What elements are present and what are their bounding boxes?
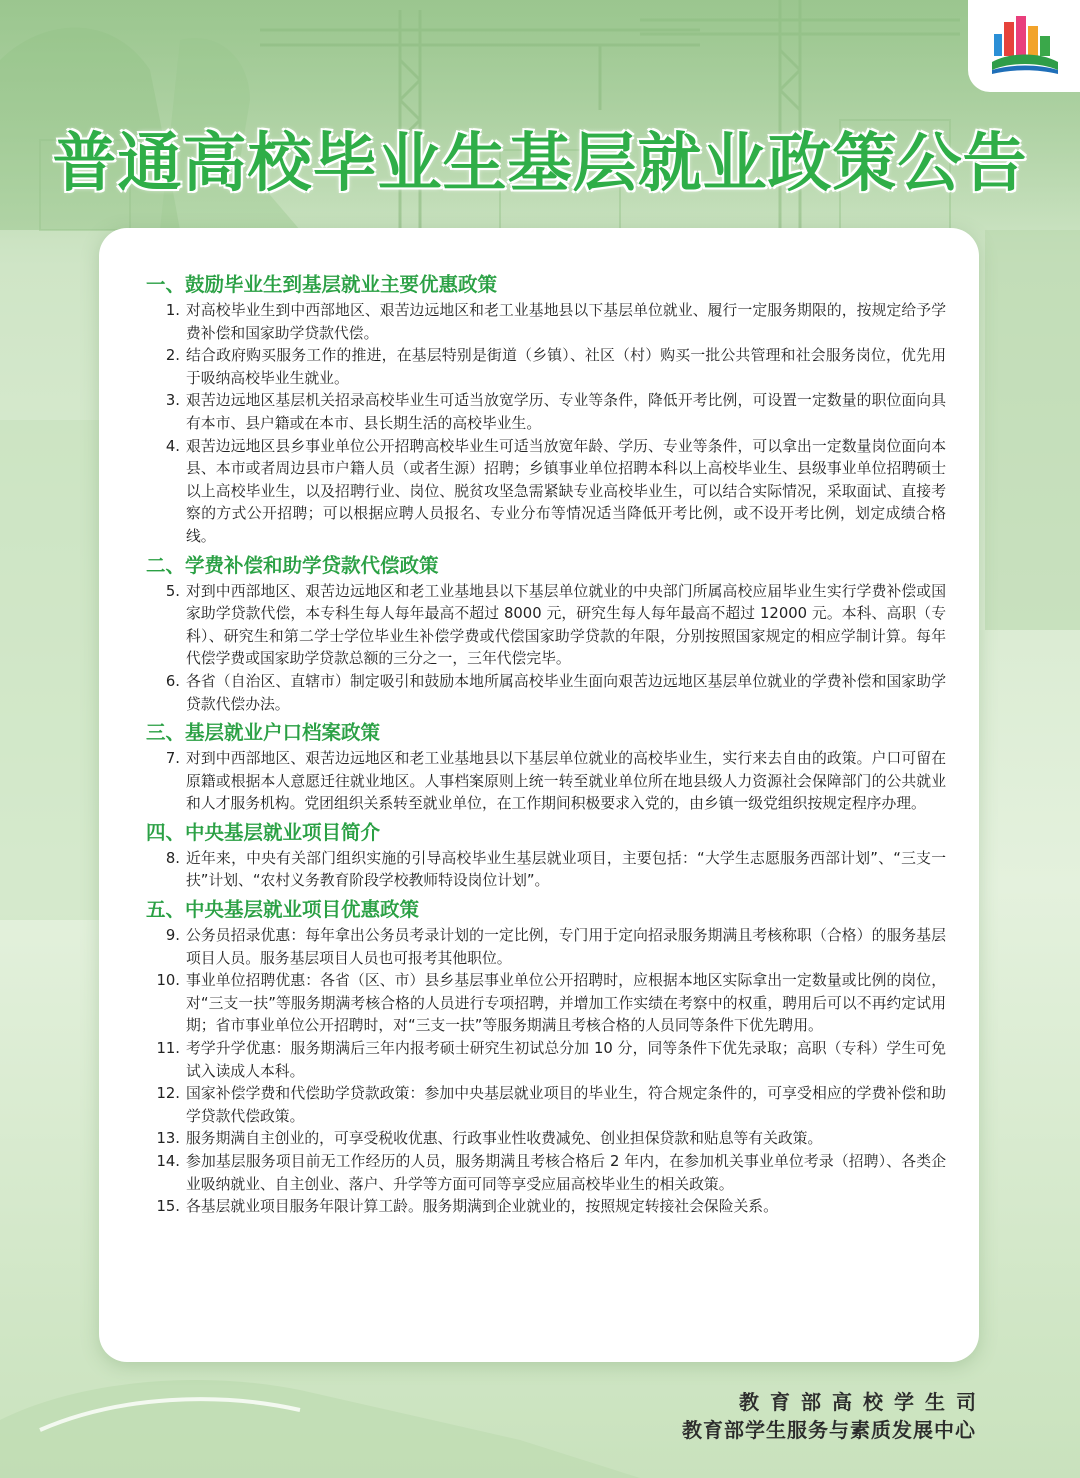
policy-item (146, 390, 946, 435)
policy-item (146, 1038, 946, 1083)
policy-list (146, 581, 946, 717)
item-number: 4. (165, 437, 180, 455)
section-heading: 二、学费补偿和助学贷款代偿政策 (146, 553, 439, 577)
item-number: 11. (156, 1040, 180, 1058)
section-heading: 四、中央基层就业项目简介 (146, 820, 381, 844)
policy-item (146, 1083, 946, 1128)
item-text: 对高校毕业生到中西部地区、艰苦边远地区和老工业基地县以下基层单位就业、履行一定服务期限的，按规定给予学费补偿和国家助学贷款代偿。 (186, 302, 946, 342)
item-number: 15. (156, 1198, 180, 1216)
item-text: 国家补偿学费和代偿助学贷款政策：参加中央基层就业项目的毕业生，符合规定条件的，可享受相应的学费补偿和助学贷款代偿政策。 (186, 1085, 946, 1125)
item-number: 7. (165, 750, 180, 768)
item-text: 对到中西部地区、艰苦边远地区和老工业基地县以下基层单位就业的中央部门所属高校应届毕业生实行学费补偿或国家助学贷款代偿，本专科生每人每年最高不超过 8000 元，研究生每人每年最高不超过 12000 元。本科、高职（专科）、研究生和第二学士学位毕业生补偿学费或代偿国家助学贷款的年限，分别按照国家规定的相应学制计算。每年代偿学费或国家助学贷款总额的三分之一，三年代偿完毕。 (186, 582, 946, 668)
policy-item (146, 581, 946, 671)
policy-item (146, 925, 946, 970)
item-number: 14. (156, 1153, 180, 1170)
item-number: 3. (165, 392, 180, 410)
policy-item (146, 748, 946, 816)
section-heading: 五、中央基层就业项目优惠政策 (146, 898, 420, 922)
section-heading: 一、鼓励毕业生到基层就业主要优惠政策 (146, 273, 498, 296)
item-number: 13. (156, 1130, 180, 1148)
item-text: 结合政府购买服务工作的推进，在基层特别是街道（乡镇）、社区（村）购买一批公共管理和社会服务岗位，优先用于吸纳高校毕业生就业。 (186, 347, 946, 387)
item-text: 艰苦边远地区基层机关招录高校毕业生可适当放宽学历、专业等条件，降低开考比例，可设置一定数量的职位面向具有本市、县户籍或在本市、县长期生活的高校毕业生。 (186, 392, 946, 432)
policy-item (146, 436, 946, 549)
item-text: 各基层就业项目服务年限计算工龄。服务期满到企业就业的，按照规定转接社会保险关系。 (186, 1198, 778, 1216)
footer-issuer-1: 教育部高校学生司 (739, 1390, 987, 1414)
item-text: 参加基层服务项目前无工作经历的人员，服务期满且考核合格后 2 年内，在参加机关事业单位考录（招聘）、各类企业吸纳就业、自主创业、落户、升学等方面可同等享受应届高校毕业生的相关政策。 (186, 1153, 946, 1193)
policy-list (146, 925, 946, 1219)
item-number: 1. (165, 302, 180, 319)
policy-item (146, 1196, 946, 1219)
policy-content (146, 270, 946, 1219)
logo-badge (968, 0, 1080, 92)
policy-item (146, 1128, 946, 1151)
item-number: 2. (165, 347, 180, 365)
section-heading: 三、基层就业户口档案政策 (146, 721, 381, 745)
policy-item (146, 300, 946, 345)
item-text: 艰苦边远地区县乡事业单位公开招聘高校毕业生可适当放宽年龄、学历、专业等条件，可以拿出一定数量岗位面向本县、本市或者周边县市户籍人员（或者生源）招聘；乡镇事业单位招聘本科以上高校毕业生、县级事业单位招聘硕士以上高校毕业生，以及招聘行业、岗位、脱贫攻坚急需紧缺专业高校毕业生，可以结合实际情况，采取面试、直接考察的方式公开招聘；可以根据应聘人员报名、专业分布等情况适当降低开考比例，或不设开考比例，划定成绩合格线。 (186, 437, 946, 545)
policy-item (146, 345, 946, 390)
policy-item (146, 1151, 946, 1196)
item-text: 服务期满自主创业的，可享受税收优惠、行政事业性收费减免、创业担保贷款和贴息等有关政策。 (186, 1130, 823, 1148)
policy-list (146, 300, 946, 549)
policy-item (146, 671, 946, 716)
item-number: 6. (165, 672, 180, 690)
item-number: 8. (165, 849, 180, 867)
item-text: 各省（自治区、直辖市）制定吸引和鼓励本地所属高校毕业生面向艰苦边远地区基层单位就业的学费补偿和国家助学贷款代偿办法。 (186, 672, 946, 713)
item-number: 12. (156, 1085, 180, 1103)
policy-list (146, 748, 946, 816)
item-number: 10. (156, 972, 180, 990)
item-number: 9. (165, 927, 180, 945)
policy-item (146, 970, 946, 1038)
city-buildings-logo-icon (990, 12, 1060, 78)
item-text: 近年来，中央有关部门组织实施的引导高校毕业生基层就业项目，主要包括：“大学生志愿服务西部计划”、“三支一扶”计划、“农村义务教育阶段学校教师特设岗位计划”。 (186, 849, 946, 890)
item-text: 考学升学优惠：服务期满后三年内报考硕士研究生初试总分加 10 分，同等条件下优先录取；高职（专科）学生可免试入读成人本科。 (186, 1040, 946, 1080)
item-text: 对到中西部地区、艰苦边远地区和老工业基地县以下基层单位就业的高校毕业生，实行来去自由的政策。户口可留在原籍或根据本人意愿迁往就业地区。人事档案原则上统一转至就业单位所在地县级人力资源社会保障部门的公共就业和人才服务机构。党团组织关系转至就业单位，在工作期间积极要求入党的，由乡镇一级党组织按规定程序办理。 (186, 750, 946, 813)
page-title: 普通高校毕业生基层就业政策公告 (52, 127, 1028, 201)
policy-list (146, 848, 946, 893)
item-number: 5. (165, 582, 180, 600)
policy-item (146, 848, 946, 893)
item-text: 公务员招录优惠：每年拿出公务员考录计划的一定比例，专门用于定向招录服务期满且考核称职（合格）的服务基层项目人员。服务基层项目人员也可报考其他职位。 (186, 927, 946, 967)
item-text: 事业单位招聘优惠：各省（区、市）县乡基层事业单位公开招聘时，应根据本地区实际拿出一定数量或比例的岗位，对“三支一扶”等服务期满考核合格的人员进行专项招聘，并增加工作实绩在考察中的权重，聘用后可以不再约定试用期；省市事业单位公开招聘时，对“三支一扶”等服务期满且考核合格的人员同等条件下优先聘用。 (186, 972, 946, 1035)
footer-issuer-2: 教育部学生服务与素质发展中心 (682, 1418, 976, 1442)
